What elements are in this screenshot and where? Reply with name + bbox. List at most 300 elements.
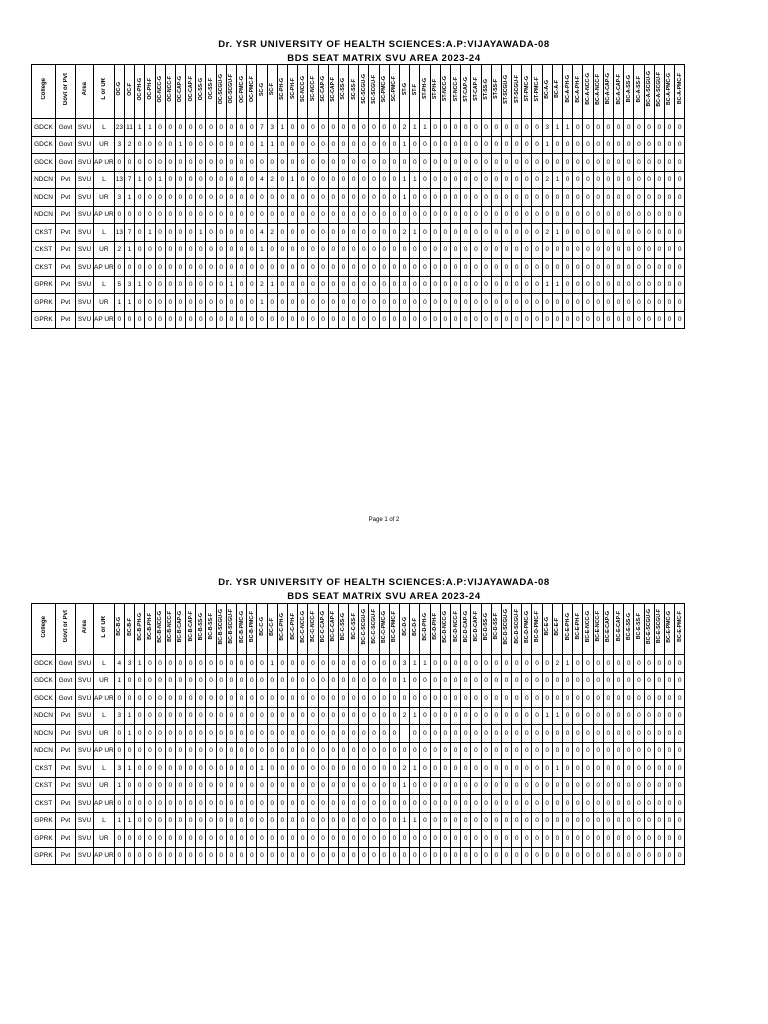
seat-count-cell: 0 [287, 795, 297, 813]
seat-count-cell: 0 [532, 171, 542, 189]
seat-count-cell: 0 [522, 294, 532, 312]
seat-count-cell: 0 [389, 690, 399, 708]
govt-pvt-cell: Pvt [56, 742, 76, 760]
seat-count-cell: 0 [287, 136, 297, 154]
category-column-header: BC-C-PH-F [287, 604, 297, 655]
seat-count-cell: 0 [491, 294, 501, 312]
seat-count-cell: 0 [430, 707, 440, 725]
seat-count-cell: 0 [461, 171, 471, 189]
seat-count-cell: 0 [196, 672, 206, 690]
seat-count-cell: 0 [186, 136, 196, 154]
seat-count-cell: 0 [512, 224, 522, 242]
seat-count-cell: 0 [349, 812, 359, 830]
seat-count-cell: 1 [135, 171, 145, 189]
seat-count-cell: 0 [624, 777, 634, 795]
seat-count-cell: 0 [277, 655, 287, 673]
seat-count-cell: 0 [328, 206, 338, 224]
seat-count-cell: 0 [257, 777, 267, 795]
seat-count-cell: 0 [400, 276, 410, 294]
l-or-ur-cell: L [94, 812, 115, 830]
seat-count-cell: 0 [379, 276, 389, 294]
seat-count-cell: 0 [206, 294, 216, 312]
seat-count-cell: 0 [512, 672, 522, 690]
seat-count-cell: 0 [349, 795, 359, 813]
l-or-ur-cell: L [94, 224, 115, 242]
category-column-header: BC-B-NCC-F [165, 604, 175, 655]
table-row [32, 189, 685, 207]
seat-count-cell: 0 [563, 725, 573, 743]
seat-count-cell: 0 [430, 690, 440, 708]
seat-count-cell: 0 [654, 119, 664, 137]
seat-count-cell: 0 [583, 259, 593, 277]
seat-count-cell: 0 [593, 136, 603, 154]
seat-count-cell: 1 [400, 812, 410, 830]
seat-count-cell: 0 [369, 206, 379, 224]
college-cell: GPRK [32, 830, 56, 848]
category-column-header: OC-PH-G [135, 65, 145, 119]
seat-count-cell: 0 [603, 742, 613, 760]
college-cell: NDCN [32, 171, 56, 189]
seat-count-cell: 0 [216, 725, 226, 743]
seat-count-cell: 0 [175, 812, 185, 830]
seat-count-cell: 0 [450, 119, 460, 137]
seat-count-cell: 0 [420, 241, 430, 259]
seat-count-cell: 0 [481, 760, 491, 778]
seat-count-cell: 0 [624, 119, 634, 137]
seat-count-cell: 0 [542, 742, 552, 760]
seat-count-cell: 0 [206, 777, 216, 795]
seat-count-cell: 0 [308, 259, 318, 277]
seat-count-cell: 0 [186, 742, 196, 760]
l-or-ur-cell: AP UR [94, 742, 115, 760]
seat-count-cell: 0 [532, 259, 542, 277]
seat-count-cell: 0 [501, 189, 511, 207]
seat-count-cell: 0 [175, 311, 185, 329]
seat-count-cell: 0 [379, 189, 389, 207]
seat-count-cell: 0 [613, 795, 623, 813]
seat-count-cell: 0 [542, 760, 552, 778]
seat-count-cell: 0 [512, 136, 522, 154]
seat-count-cell: 0 [634, 795, 644, 813]
seat-count-cell: 1 [400, 672, 410, 690]
table-row [32, 311, 685, 329]
seat-count-cell: 0 [175, 777, 185, 795]
seat-count-cell: 0 [165, 847, 175, 865]
seat-count-cell: 0 [563, 276, 573, 294]
seat-count-cell: 0 [267, 707, 277, 725]
seat-count-cell: 0 [634, 707, 644, 725]
seat-count-cell: 0 [165, 725, 175, 743]
seat-count-cell: 0 [359, 136, 369, 154]
seat-count-cell: 0 [430, 206, 440, 224]
seat-count-cell: 0 [491, 742, 501, 760]
seat-count-cell: 0 [491, 760, 501, 778]
seat-count-cell: 0 [603, 189, 613, 207]
seat-count-cell: 0 [216, 742, 226, 760]
seat-count-cell: 0 [654, 725, 664, 743]
table-row [32, 119, 685, 137]
seat-count-cell: 0 [563, 154, 573, 172]
seat-count-cell: 0 [440, 259, 450, 277]
seat-count-cell: 0 [491, 119, 501, 137]
seat-count-cell: 3 [114, 136, 124, 154]
l-or-ur-cell: UR [94, 725, 115, 743]
seat-count-cell: 0 [308, 795, 318, 813]
seat-count-cell: 0 [206, 830, 216, 848]
seat-count-cell: 0 [277, 189, 287, 207]
seat-count-cell: 0 [114, 206, 124, 224]
seat-count-cell: 0 [267, 154, 277, 172]
seat-count-cell: 0 [165, 760, 175, 778]
seat-count-cell: 0 [593, 672, 603, 690]
seat-count-cell: 0 [349, 294, 359, 312]
seat-count-cell: 0 [145, 847, 155, 865]
seat-count-cell: 0 [420, 259, 430, 277]
seat-count-cell: 0 [532, 690, 542, 708]
seat-count-cell: 0 [267, 294, 277, 312]
seat-count-cell: 0 [471, 276, 481, 294]
seat-count-cell: 0 [318, 119, 328, 137]
seat-count-cell: 0 [287, 742, 297, 760]
seat-count-cell: 0 [552, 189, 562, 207]
category-column-header: BC-E-SS-G [624, 604, 634, 655]
category-column-header: BC-A-PMC-G [664, 65, 674, 119]
seat-count-cell: 0 [532, 294, 542, 312]
seat-count-cell: 0 [216, 189, 226, 207]
seat-count-cell: 0 [481, 707, 491, 725]
seat-count-cell: 0 [359, 672, 369, 690]
seat-count-cell: 0 [267, 742, 277, 760]
seat-count-cell: 0 [359, 795, 369, 813]
govt-pvt-cell: Govt [56, 690, 76, 708]
seat-count-cell: 0 [420, 707, 430, 725]
seat-count-cell: 0 [522, 189, 532, 207]
seat-count-cell: 0 [624, 742, 634, 760]
seat-count-cell: 0 [603, 655, 613, 673]
seat-count-cell: 2 [400, 224, 410, 242]
seat-count-cell: 0 [247, 690, 257, 708]
seat-count-cell: 0 [155, 206, 165, 224]
seat-count-cell [400, 725, 410, 743]
seat-count-cell: 0 [328, 259, 338, 277]
seat-count-cell: 0 [573, 812, 583, 830]
category-column-header: ST-F [410, 65, 420, 119]
seat-count-cell: 0 [430, 795, 440, 813]
category-column-header: SC-CAP-G [318, 65, 328, 119]
seat-count-cell: 0 [644, 224, 654, 242]
seat-count-cell: 0 [583, 655, 593, 673]
seat-count-cell: 0 [287, 259, 297, 277]
seat-count-cell: 1 [257, 294, 267, 312]
seat-count-cell: 0 [389, 760, 399, 778]
seat-count-cell: 0 [420, 154, 430, 172]
seat-count-cell: 0 [145, 725, 155, 743]
seat-count-cell: 0 [644, 847, 654, 865]
seat-count-cell: 0 [338, 171, 348, 189]
seat-count-cell: 0 [624, 311, 634, 329]
seat-count-cell: 3 [542, 119, 552, 137]
category-column-header: OC-CAP-G [175, 65, 185, 119]
seat-count-cell: 0 [644, 655, 654, 673]
seat-count-cell: 0 [573, 311, 583, 329]
seat-count-cell: 0 [124, 259, 134, 277]
seat-count-cell: 0 [338, 812, 348, 830]
seat-count-cell: 1 [420, 119, 430, 137]
category-column-header: BC-D-G [400, 604, 410, 655]
category-column-header: BC-B-SS-G [196, 604, 206, 655]
seat-count-cell: 0 [400, 154, 410, 172]
govt-pvt-cell: Pvt [56, 707, 76, 725]
seat-count-cell: 0 [328, 171, 338, 189]
seat-count-cell: 0 [410, 154, 420, 172]
category-column-header: BC-E-SCGU-F [654, 604, 664, 655]
seat-count-cell: 0 [379, 259, 389, 277]
seat-count-cell: 3 [267, 119, 277, 137]
seat-count-cell: 0 [644, 311, 654, 329]
seat-count-cell: 0 [542, 311, 552, 329]
category-column-header: BC-B-NCC-G [155, 604, 165, 655]
seat-count-cell: 0 [298, 777, 308, 795]
seat-count-cell: 0 [512, 812, 522, 830]
seat-count-cell: 0 [216, 672, 226, 690]
seat-count-cell: 0 [328, 655, 338, 673]
seat-count-cell: 0 [593, 119, 603, 137]
table-row [32, 276, 685, 294]
seat-count-cell: 0 [226, 311, 236, 329]
seat-count-cell: 0 [583, 136, 593, 154]
seat-count-cell: 0 [247, 119, 257, 137]
seat-count-cell: 0 [165, 224, 175, 242]
seat-count-cell: 0 [430, 725, 440, 743]
seat-count-cell: 0 [389, 241, 399, 259]
seat-count-cell: 0 [552, 795, 562, 813]
seat-count-cell: 0 [583, 795, 593, 813]
seat-count-cell: 0 [675, 830, 685, 848]
seat-count-cell: 0 [613, 294, 623, 312]
seat-count-cell: 0 [379, 154, 389, 172]
seat-count-cell: 0 [512, 795, 522, 813]
seat-count-cell: 0 [247, 672, 257, 690]
seat-count-cell: 0 [461, 224, 471, 242]
seat-count-cell: 0 [155, 241, 165, 259]
seat-count-cell: 0 [654, 777, 664, 795]
seat-count-cell: 0 [196, 847, 206, 865]
seat-count-cell: 0 [369, 690, 379, 708]
seat-count-cell: 0 [237, 154, 247, 172]
seat-count-cell: 0 [675, 136, 685, 154]
seat-count-cell: 0 [338, 119, 348, 137]
category-column-header: BC-B-PH-G [135, 604, 145, 655]
seat-count-cell: 0 [328, 136, 338, 154]
seat-count-cell: 0 [542, 154, 552, 172]
seat-count-cell: 0 [369, 795, 379, 813]
meta-column-header: Area [76, 604, 94, 655]
category-column-header: BC-C-F [267, 604, 277, 655]
seat-count-cell: 0 [226, 136, 236, 154]
seat-count-cell: 0 [369, 742, 379, 760]
seat-count-cell: 0 [196, 171, 206, 189]
seat-count-cell: 0 [491, 672, 501, 690]
seat-count-cell: 0 [603, 795, 613, 813]
category-column-header: SC-F [267, 65, 277, 119]
seat-count-cell: 0 [247, 136, 257, 154]
seat-count-cell: 0 [461, 154, 471, 172]
seat-count-cell: 0 [165, 189, 175, 207]
seat-count-cell: 0 [532, 224, 542, 242]
seat-count-cell: 0 [338, 206, 348, 224]
seat-count-cell: 0 [135, 707, 145, 725]
category-column-header: BC-D-CAP-G [461, 604, 471, 655]
category-column-header: ST-CAP-F [471, 65, 481, 119]
seat-count-cell: 0 [237, 795, 247, 813]
seat-count-cell: 0 [226, 154, 236, 172]
seat-count-cell: 0 [369, 259, 379, 277]
govt-pvt-cell: Govt [56, 119, 76, 137]
seat-count-cell: 0 [267, 847, 277, 865]
category-column-header: ST-SS-G [481, 65, 491, 119]
seat-count-cell: 0 [155, 672, 165, 690]
category-column-header: BC-B-SCGU-F [226, 604, 236, 655]
seat-count-cell: 0 [563, 206, 573, 224]
seat-count-cell: 0 [277, 276, 287, 294]
seat-count-cell: 0 [328, 742, 338, 760]
meta-column-header: Govt or Pvt [56, 65, 76, 119]
seat-count-cell: 0 [501, 707, 511, 725]
seat-count-cell: 0 [247, 294, 257, 312]
seat-count-cell: 0 [338, 241, 348, 259]
seat-count-cell: 0 [379, 707, 389, 725]
seat-count-cell: 0 [318, 707, 328, 725]
seat-count-cell: 0 [155, 777, 165, 795]
seat-count-cell: 0 [267, 189, 277, 207]
category-column-header: OC-SCGU-F [226, 65, 236, 119]
seat-count-cell: 0 [675, 259, 685, 277]
seat-count-cell: 1 [135, 655, 145, 673]
seat-count-cell: 0 [298, 154, 308, 172]
seat-count-cell: 0 [308, 760, 318, 778]
seat-count-cell: 0 [349, 241, 359, 259]
seat-count-cell: 0 [501, 136, 511, 154]
l-or-ur-cell: AP UR [94, 259, 115, 277]
seat-count-cell: 0 [563, 136, 573, 154]
seat-count-cell: 0 [481, 777, 491, 795]
seat-count-cell: 0 [420, 311, 430, 329]
seat-count-cell: 0 [664, 690, 674, 708]
seat-count-cell: 0 [471, 154, 481, 172]
seat-count-cell: 0 [124, 777, 134, 795]
seat-count-cell: 0 [410, 742, 420, 760]
seat-count-cell: 4 [257, 171, 267, 189]
seat-count-cell: 0 [644, 206, 654, 224]
seat-count-cell: 0 [644, 276, 654, 294]
seat-count-cell: 0 [206, 189, 216, 207]
area-cell: SVU [76, 690, 94, 708]
seat-count-cell: 0 [349, 276, 359, 294]
seat-count-cell: 0 [471, 672, 481, 690]
seat-count-cell: 0 [237, 690, 247, 708]
seat-count-cell: 0 [124, 672, 134, 690]
seat-count-cell: 0 [165, 795, 175, 813]
table-row [32, 760, 685, 778]
seat-count-cell: 0 [328, 224, 338, 242]
seat-count-cell: 0 [145, 812, 155, 830]
seat-count-cell: 0 [287, 707, 297, 725]
seat-count-cell: 0 [440, 276, 450, 294]
seat-count-cell: 0 [583, 812, 593, 830]
seat-count-cell: 0 [522, 171, 532, 189]
area-cell: SVU [76, 655, 94, 673]
seat-count-cell: 0 [226, 830, 236, 848]
college-cell: GDCK [32, 119, 56, 137]
table-row [32, 672, 685, 690]
seat-count-cell: 0 [298, 294, 308, 312]
area-cell: SVU [76, 760, 94, 778]
seat-count-cell: 0 [237, 830, 247, 848]
seat-count-cell: 0 [532, 812, 542, 830]
seat-count-cell: 0 [491, 136, 501, 154]
seat-count-cell: 1 [124, 241, 134, 259]
seat-count-cell: 0 [196, 189, 206, 207]
l-or-ur-cell: AP UR [94, 795, 115, 813]
college-cell: GPRK [32, 276, 56, 294]
seat-count-cell: 0 [430, 241, 440, 259]
seat-count-cell: 0 [481, 655, 491, 673]
table-row [32, 136, 685, 154]
category-column-header: SC-NCC-F [308, 65, 318, 119]
seat-count-cell: 0 [186, 154, 196, 172]
seat-count-cell: 1 [552, 707, 562, 725]
seat-count-cell: 0 [624, 154, 634, 172]
seat-count-cell: 0 [613, 241, 623, 259]
seat-count-cell: 0 [501, 795, 511, 813]
category-column-header: BC-C-SS-G [338, 604, 348, 655]
seat-count-cell: 0 [420, 760, 430, 778]
seat-count-cell: 0 [491, 311, 501, 329]
seat-count-cell: 0 [552, 725, 562, 743]
seat-count-cell: 0 [369, 777, 379, 795]
seat-count-cell: 0 [196, 241, 206, 259]
page-footer: Page 1 of 2 [368, 517, 400, 523]
category-column-header: BC-A-NCC-G [583, 65, 593, 119]
seat-count-cell: 0 [654, 847, 664, 865]
college-cell: GPRK [32, 311, 56, 329]
seat-count-cell: 0 [318, 276, 328, 294]
seat-count-cell: 0 [420, 847, 430, 865]
category-column-header: BC-A-SS-F [634, 65, 644, 119]
seat-count-cell: 0 [440, 690, 450, 708]
seat-count-cell: 0 [287, 276, 297, 294]
meta-column-header: Govt or Pvt [56, 604, 76, 655]
table-row [32, 206, 685, 224]
category-column-header: OC-PMC-G [237, 65, 247, 119]
seat-count-cell: 0 [298, 276, 308, 294]
table-row [32, 690, 685, 708]
seat-count-cell: 0 [196, 760, 206, 778]
seat-count-cell: 0 [532, 847, 542, 865]
seat-count-cell: 0 [186, 655, 196, 673]
seat-count-cell: 0 [308, 206, 318, 224]
seat-count-cell: 0 [206, 672, 216, 690]
seat-count-cell: 0 [206, 690, 216, 708]
seat-count-cell: 0 [267, 725, 277, 743]
seat-count-cell: 0 [675, 690, 685, 708]
seat-count-cell: 0 [461, 830, 471, 848]
seat-count-cell: 0 [624, 707, 634, 725]
seat-count-cell: 0 [175, 189, 185, 207]
seat-count-cell: 0 [298, 171, 308, 189]
seat-count-cell: 0 [644, 830, 654, 848]
govt-pvt-cell: Govt [56, 154, 76, 172]
